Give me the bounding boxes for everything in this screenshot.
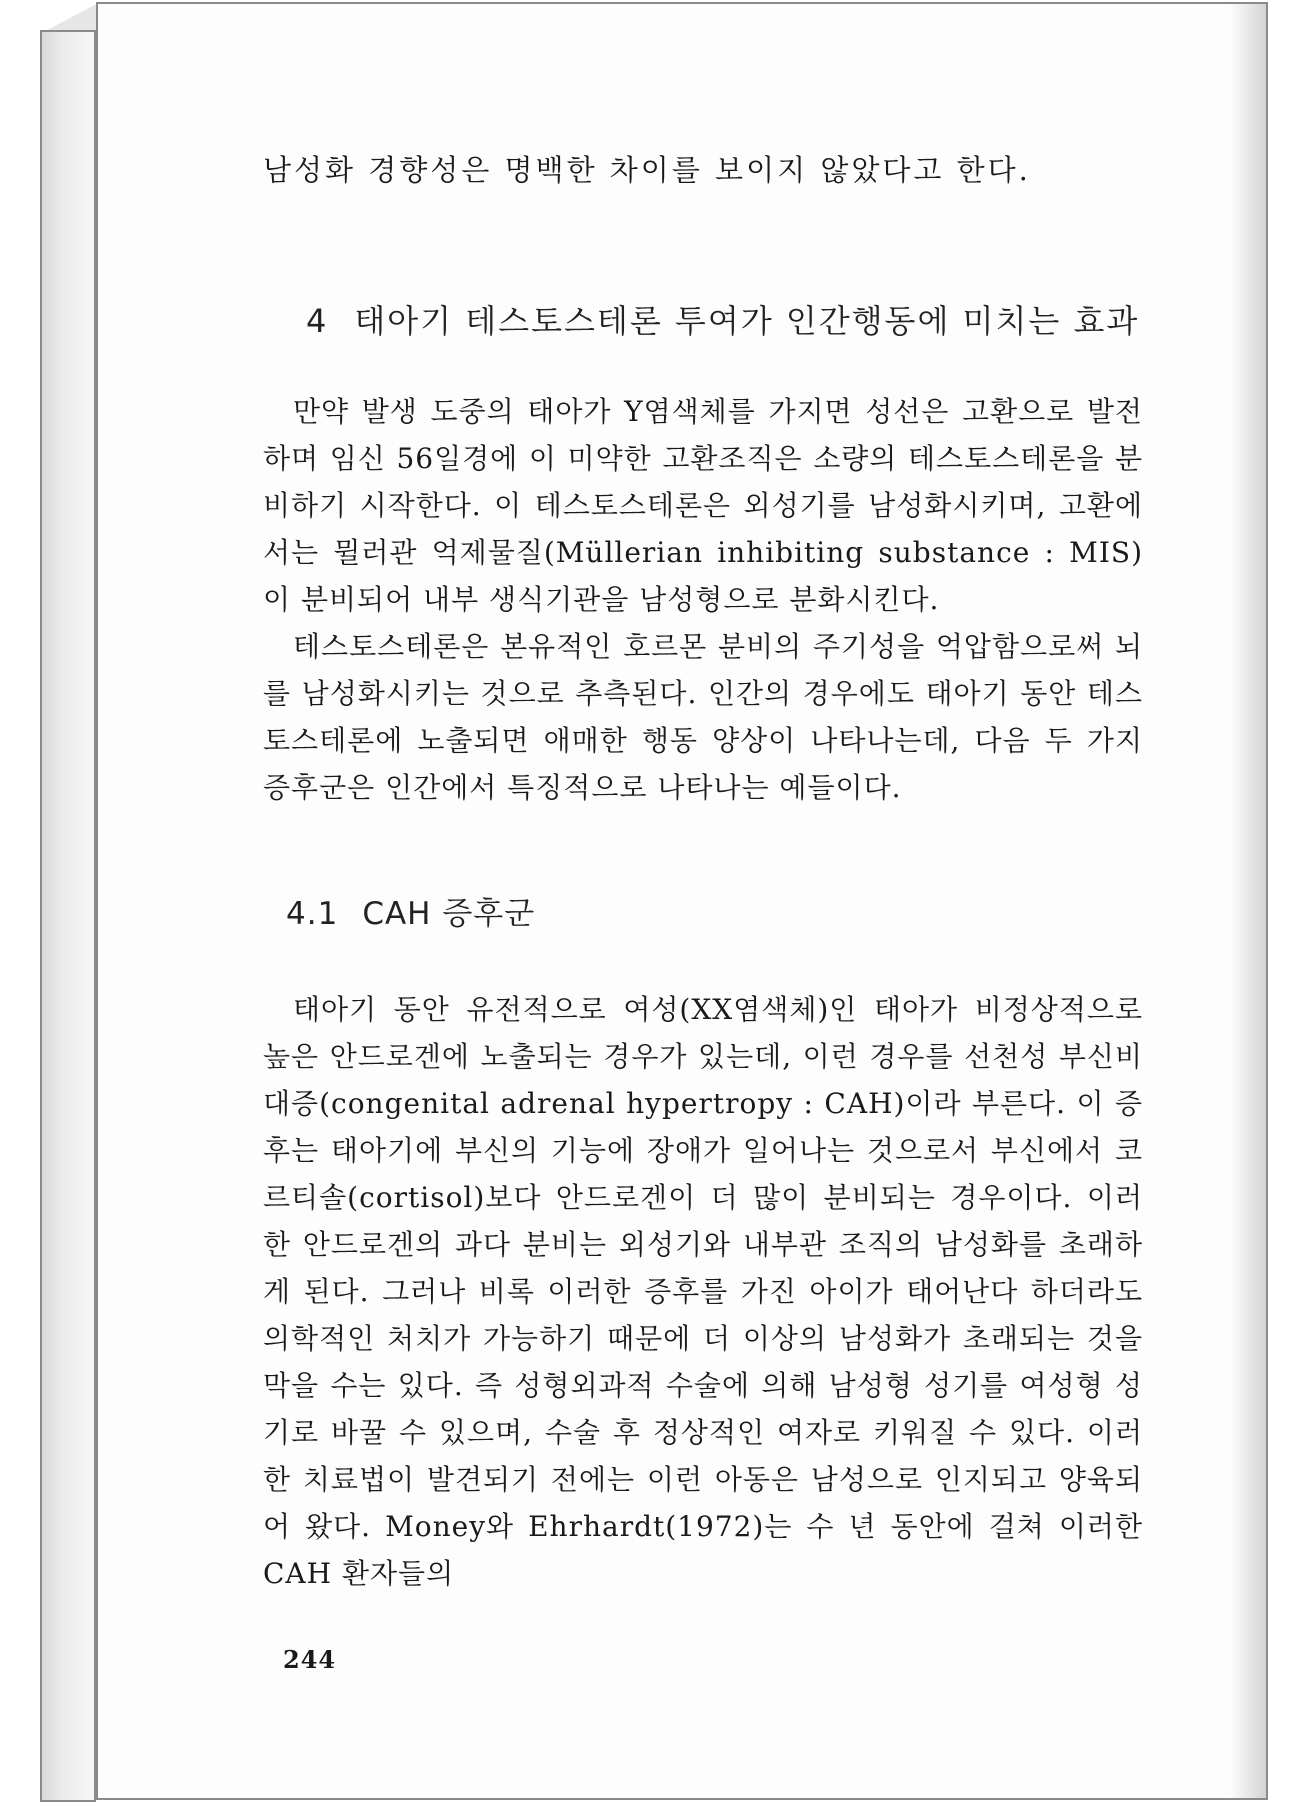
subsection-title: CAH 증후군	[362, 896, 536, 932]
subsection-number: 4.1	[286, 896, 339, 932]
subsection-heading	[286, 888, 535, 933]
paragraph-2: 테스토스테론은 본유적인 호르몬 분비의 주기성을 억압함으로써 뇌를 남성화시키는 것으로 추측된다. 인간의 경우에도 태아기 동안 테스토스테론에 노출되면 애매한 행동 양상이 나타나는데, 다음 두 가지 증후군은 인간에서 특징적으로 나타나는 예들이다.	[263, 630, 1143, 804]
section-heading	[306, 296, 1139, 342]
paragraph-3: 태아기 동안 유전적으로 여성(XX염색체)인 태아가 비정상적으로 높은 안드로겐에 노출되는 경우가 있는데, 이런 경우를 선천성 부신비대증(congenital adrenal hypertropy : CAH)이라 부른다. 이 증후는 태아기에 부신의 기능에 장애가 일어나는 것으로서 부신에서 코르티솔(cortisol)보다 안드로겐이 더 많이 분비되는 경우이다. 이러한 안드로겐의 과다 분비는 외성기와 내부관 조직의 남성화를 초래하게 된다. 그러나 비록 이러한 증후를 가진 아이가 태어난다 하더라도 의학적인 처치가 가능하기 때문에 더 이상의 남성화가 초래되는 것을 막을 수는 있다. 즉 성형외과적 수술에 의해 남성형 성기를 여성형 성기로 바꿀 수 있으며, 수술 후 정상적인 여자로 키워질 수 있다. 이러한 치료법이 발견되기 전에는 이런 아동은 남성으로 인지되고 양육되어 왔다. Money와 Ehrhardt(1972)는 수 년 동안에 걸쳐 이러한 CAH 환자들의	[263, 993, 1143, 1590]
page-number: 244	[283, 1645, 337, 1674]
page-edge-shade	[1230, 4, 1266, 1798]
section-number: 4	[306, 302, 329, 340]
section-title: 태아기 테스토스테론 투여가 인간행동에 미치는 효과	[354, 302, 1140, 340]
book-spine	[40, 30, 96, 1802]
paragraph-1: 만약 발생 도중의 태아가 Y염색체를 가지면 성선은 고환으로 발전하며 임신 56일경에 이 미약한 고환조직은 소량의 테스토스테론을 분비하기 시작한다. 이 테스토스테론은 외성기를 남성화시키며, 고환에서는 뮐러관 억제물질(Müllerian inhibiting substance : MIS)이 분비되어 내부 생식기관을 남성형으로 분화시킨다.	[263, 395, 1143, 616]
continued-text-line: 남성화 경향성은 명백한 차이를 보이지 않았다고 한다.	[263, 153, 1031, 187]
